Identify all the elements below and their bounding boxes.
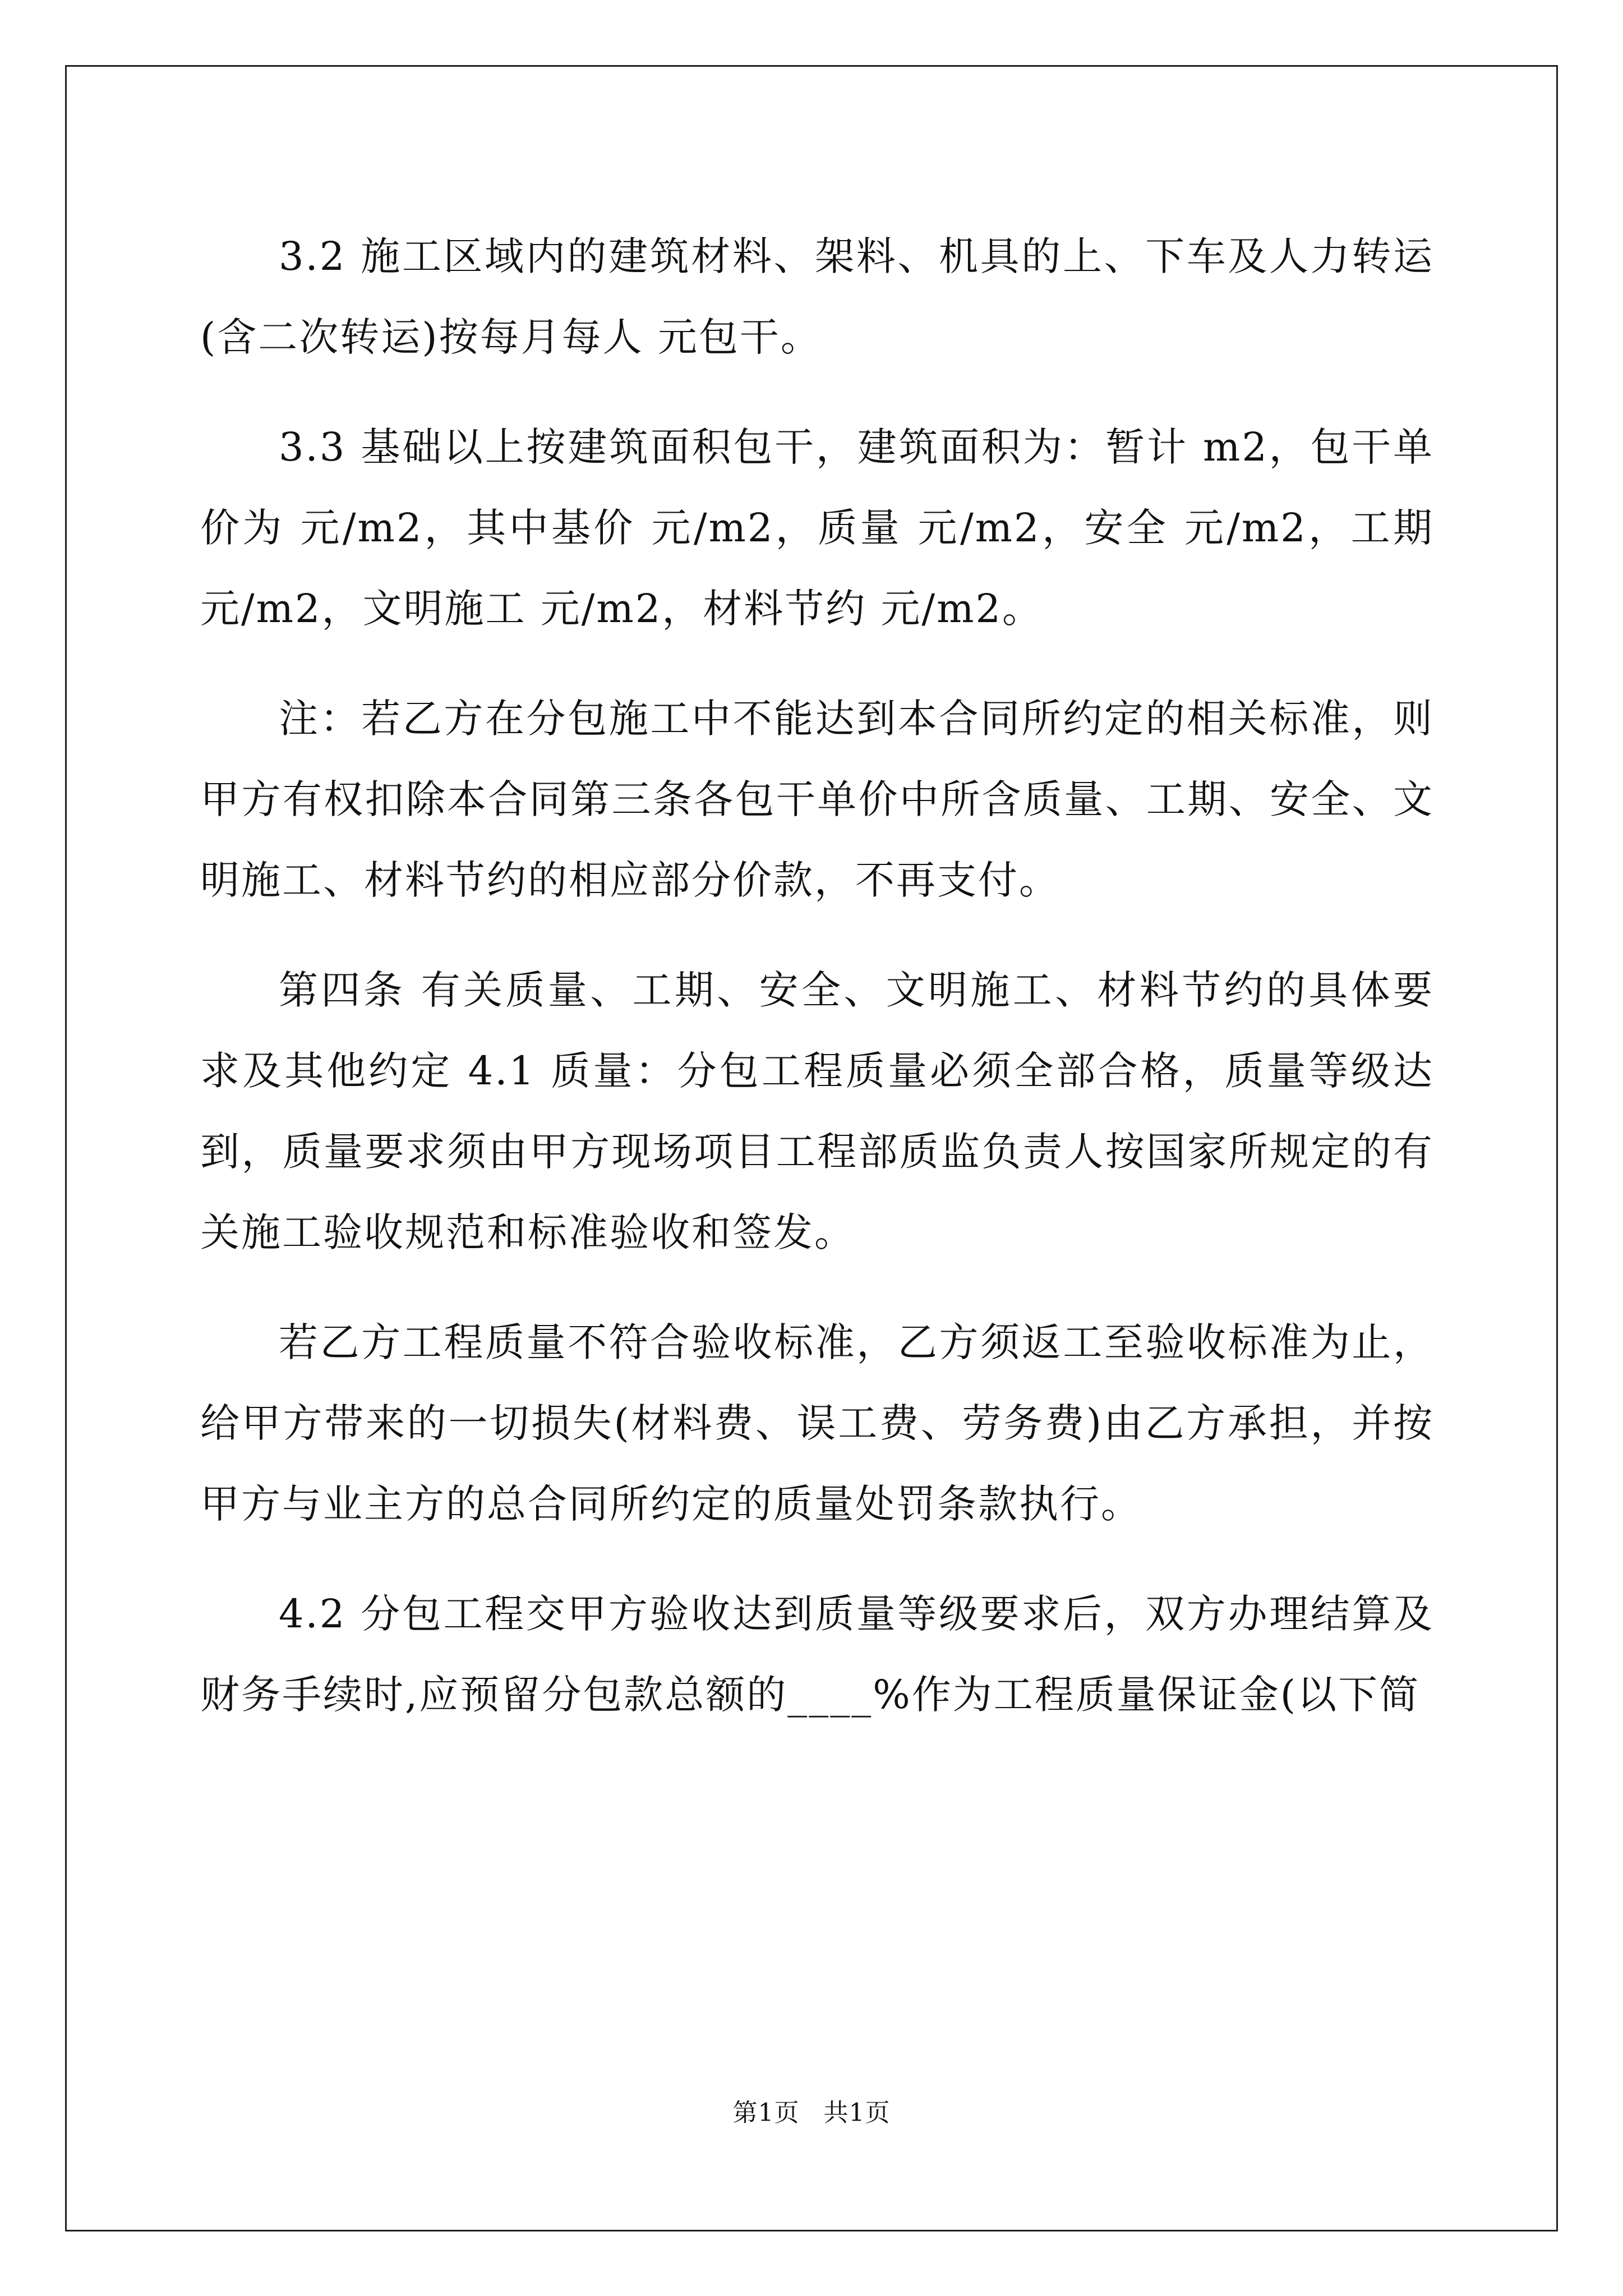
paragraph-quality-penalty: 若乙方工程质量不符合验收标准，乙方须返工至验收标准为止，给甲方带来的一切损失(材料费、误工费、劳务费)由乙方承担，并按甲方与业主方的总合同所约定的质量处罚条款执行。	[200, 1319, 1434, 1527]
paragraph-note: 注：若乙方在分包施工中不能达到本合同所约定的相关标准，则甲方有权扣除本合同第三条各包干单价中所含质量、工期、安全、文明施工、材料节约的相应部分价款，不再支付。	[200, 696, 1434, 903]
page-footer	[0, 2092, 1623, 2128]
document-body	[200, 216, 1434, 1735]
paragraph-article-4: 第四条 有关质量、工期、安全、文明施工、材料节约的具体要求及其他约定 4.1 质量：分包工程质量必须全部合格，质量等级达到，质量要求须由甲方现场项目工程部质监负责人按国家所规定的有关施工验收规范和标准验收和签发。	[200, 967, 1434, 1255]
paragraph-3-3: 3.3 基础以上按建筑面积包干，建筑面积为：暂计 m2，包干单价为 元/m2，其中基价 元/m2，质量 元/m2，安全 元/m2，工期 元/m2，文明施工 元/m2，材料节约 元/m2。	[200, 424, 1434, 632]
page-number: 第1页	[732, 2099, 800, 2127]
paragraph-4-2: 4.2 分包工程交甲方验收达到质量等级要求后，双方办理结算及财务手续时,应预留分包款总额的____%作为工程质量保证金(以下简	[200, 1591, 1434, 1718]
paragraph-3-2: 3.2 施工区域内的建筑材料、架料、机具的上、下车及人力转运(含二次转运)按每月每人 元包干。	[200, 233, 1434, 360]
page-total: 共1页	[823, 2099, 891, 2127]
